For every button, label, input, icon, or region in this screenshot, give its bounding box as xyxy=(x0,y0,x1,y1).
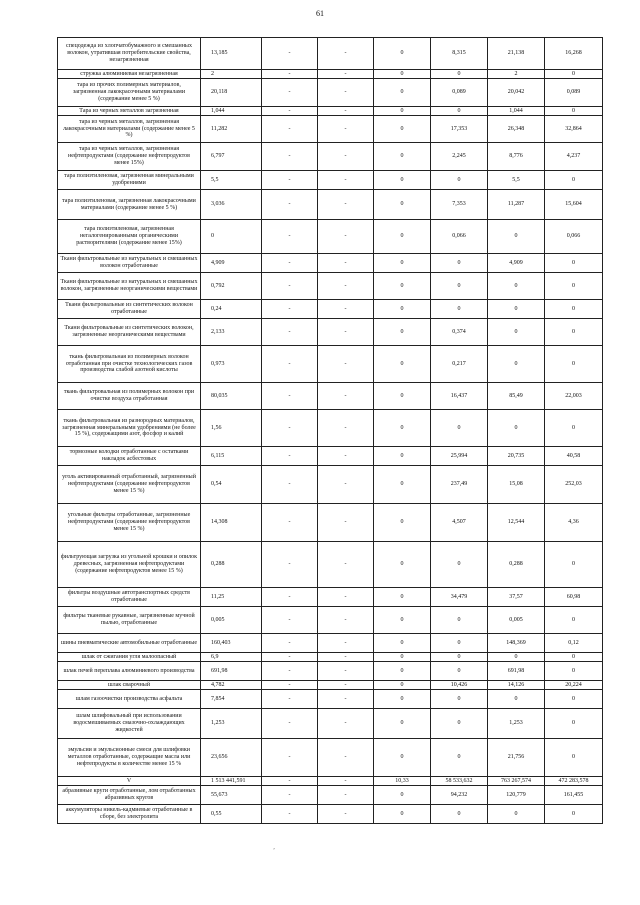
value-cell: 20,735 xyxy=(488,447,545,466)
value-cell: 0 xyxy=(545,690,603,709)
value-cell: - xyxy=(262,273,318,300)
value-cell: 0 xyxy=(488,410,545,447)
table-row xyxy=(58,607,603,634)
waste-name-cell: спецодежда из хлопчатобумажного и смешанных волокон, утратившая потребительские свойства, незагрязненная xyxy=(58,38,201,70)
value-cell: 0 xyxy=(545,805,603,824)
value-cell: 4,237 xyxy=(545,143,603,171)
value-cell: 120,779 xyxy=(488,786,545,805)
waste-name-cell: тара полиэтиленовая, загрязненная лакокрасочными материалами (содержание менее 5 %) xyxy=(58,190,201,220)
value-cell: 1,044 xyxy=(488,107,545,116)
value-cell: - xyxy=(318,410,374,447)
waste-name-cell: тара полиэтиленовая, загрязненная негалогенированными органическими растворителями (содержание менее 15%) xyxy=(58,220,201,254)
value-cell: 6,115 xyxy=(201,447,262,466)
value-cell: 0 xyxy=(488,690,545,709)
value-cell: 0 xyxy=(374,504,431,542)
value-cell: - xyxy=(262,709,318,739)
value-cell: 0 xyxy=(374,346,431,383)
value-cell: 0 xyxy=(545,739,603,777)
value-cell: - xyxy=(318,254,374,273)
value-cell: 691,98 xyxy=(201,662,262,681)
value-cell: 0 xyxy=(545,319,603,346)
value-cell: 15,08 xyxy=(488,466,545,504)
value-cell: 2,245 xyxy=(431,143,488,171)
value-cell: - xyxy=(262,466,318,504)
waste-name-cell: абразивные круги отработанные, лом отработанных абразивных кругов xyxy=(58,786,201,805)
value-cell: 0 xyxy=(545,346,603,383)
value-cell: 0 xyxy=(374,79,431,107)
value-cell: 4,507 xyxy=(431,504,488,542)
value-cell: 0 xyxy=(545,662,603,681)
value-cell: - xyxy=(262,504,318,542)
value-cell: 0 xyxy=(545,254,603,273)
table-row xyxy=(58,805,603,824)
table-row xyxy=(58,504,603,542)
value-cell: 0,089 xyxy=(545,79,603,107)
value-cell: 1,044 xyxy=(201,107,262,116)
table-row xyxy=(58,254,603,273)
value-cell: - xyxy=(262,70,318,79)
value-cell: - xyxy=(318,143,374,171)
value-cell: - xyxy=(318,777,374,786)
value-cell: 0 xyxy=(545,273,603,300)
value-cell: 0 xyxy=(374,681,431,690)
value-cell: 34,479 xyxy=(431,588,488,607)
value-cell: 252,03 xyxy=(545,466,603,504)
value-cell: 0 xyxy=(545,410,603,447)
waste-name-cell: Тара из черных металлов загрязненная xyxy=(58,107,201,116)
value-cell: - xyxy=(262,410,318,447)
value-cell: 16,437 xyxy=(431,383,488,410)
value-cell: 160,403 xyxy=(201,634,262,653)
value-cell: - xyxy=(318,273,374,300)
value-cell: 58 533,632 xyxy=(431,777,488,786)
value-cell: 0 xyxy=(374,70,431,79)
value-cell: 21,756 xyxy=(488,739,545,777)
value-cell: - xyxy=(262,786,318,805)
value-cell: 8,776 xyxy=(488,143,545,171)
value-cell: 0 xyxy=(374,171,431,190)
table-row xyxy=(58,38,603,70)
value-cell: - xyxy=(318,634,374,653)
waste-name-cell: стружка алюминиевая незагрязненная xyxy=(58,70,201,79)
value-cell: 7,854 xyxy=(201,690,262,709)
value-cell: 1,253 xyxy=(201,709,262,739)
value-cell: 0 xyxy=(431,171,488,190)
value-cell: 1,56 xyxy=(201,410,262,447)
table-row xyxy=(58,634,603,653)
value-cell: 0 xyxy=(488,319,545,346)
stamp-mark: ’ xyxy=(273,848,275,854)
value-cell: 4,782 xyxy=(201,681,262,690)
value-cell: 11,282 xyxy=(201,116,262,143)
value-cell: - xyxy=(262,447,318,466)
value-cell: 0,54 xyxy=(201,466,262,504)
waste-name-cell: шины пневматические автомобильные отработанные xyxy=(58,634,201,653)
value-cell: - xyxy=(318,300,374,319)
waste-name-cell: ткань фильтровальная из полимерных волокон отработанная при очистке технологических газов производства слабой азотной кислоты xyxy=(58,346,201,383)
waste-name-cell: шлак сварочный xyxy=(58,681,201,690)
waste-table xyxy=(57,37,603,824)
value-cell: 0,973 xyxy=(201,346,262,383)
value-cell: 0 xyxy=(431,607,488,634)
value-cell: 0,288 xyxy=(488,542,545,588)
value-cell: - xyxy=(318,709,374,739)
value-cell: 17,353 xyxy=(431,116,488,143)
value-cell: - xyxy=(318,38,374,70)
value-cell: 6,797 xyxy=(201,143,262,171)
value-cell: 763 267,574 xyxy=(488,777,545,786)
value-cell: 0 xyxy=(374,190,431,220)
table-row xyxy=(58,777,603,786)
value-cell: - xyxy=(318,70,374,79)
waste-name-cell: ткань фильтровальная из разнородных материалов, загрязненная минеральными удобрениями (не более 15 %), содержащими азот, фосфор и калий xyxy=(58,410,201,447)
value-cell: 0 xyxy=(374,653,431,662)
value-cell: 0 xyxy=(374,273,431,300)
value-cell: 11,25 xyxy=(201,588,262,607)
table-row xyxy=(58,273,603,300)
value-cell: 0 xyxy=(374,143,431,171)
table-row xyxy=(58,410,603,447)
value-cell: 0 xyxy=(488,346,545,383)
value-cell: - xyxy=(262,607,318,634)
value-cell: 8,315 xyxy=(431,38,488,70)
value-cell: 55,673 xyxy=(201,786,262,805)
waste-name-cell: Ткани фильтровальные из синтетических волокон, загрязненные неорганическими веществами xyxy=(58,319,201,346)
value-cell: 11,287 xyxy=(488,190,545,220)
value-cell: - xyxy=(262,300,318,319)
value-cell: - xyxy=(262,777,318,786)
table-row xyxy=(58,346,603,383)
value-cell: - xyxy=(318,805,374,824)
value-cell: 21,138 xyxy=(488,38,545,70)
value-cell: - xyxy=(318,681,374,690)
table-row xyxy=(58,383,603,410)
value-cell: - xyxy=(262,542,318,588)
value-cell: 0 xyxy=(545,607,603,634)
value-cell: 0 xyxy=(374,542,431,588)
value-cell: 0 xyxy=(374,634,431,653)
value-cell: 7,353 xyxy=(431,190,488,220)
value-cell: 0 xyxy=(374,466,431,504)
value-cell: - xyxy=(318,171,374,190)
waste-name-cell: тара полиэтиленовая, загрязненная минеральными удобрениями xyxy=(58,171,201,190)
value-cell: 0 xyxy=(431,690,488,709)
value-cell: - xyxy=(262,690,318,709)
value-cell: - xyxy=(318,542,374,588)
waste-name-cell: Ткани фильтровальные из натуральных и смешанных волокон отработанные xyxy=(58,254,201,273)
value-cell: - xyxy=(318,466,374,504)
waste-name-cell: шлам шлифовальный при использовании водосмешиваемых смазочно-охлаждающих жидкостей xyxy=(58,709,201,739)
value-cell: 0,24 xyxy=(201,300,262,319)
value-cell: 12,544 xyxy=(488,504,545,542)
value-cell: 0 xyxy=(545,653,603,662)
value-cell: - xyxy=(318,739,374,777)
value-cell: 0 xyxy=(374,447,431,466)
value-cell: - xyxy=(318,786,374,805)
value-cell: 0 xyxy=(374,739,431,777)
value-cell: 0 xyxy=(374,107,431,116)
value-cell: 0 xyxy=(374,588,431,607)
value-cell: - xyxy=(318,690,374,709)
value-cell: 85,49 xyxy=(488,383,545,410)
value-cell: 0 xyxy=(545,542,603,588)
table-row xyxy=(58,662,603,681)
value-cell: 32,864 xyxy=(545,116,603,143)
value-cell: 14,126 xyxy=(488,681,545,690)
value-cell: 20,118 xyxy=(201,79,262,107)
value-cell: 0 xyxy=(374,709,431,739)
waste-name-cell: эмульсии и эмульсионные смеси для шлифовки металлов отработанные, содержащие масла или нефтепродукты в количестве менее 15 % xyxy=(58,739,201,777)
waste-name-cell: V xyxy=(58,777,201,786)
value-cell: 0 xyxy=(374,805,431,824)
value-cell: 237,49 xyxy=(431,466,488,504)
value-cell: - xyxy=(262,190,318,220)
value-cell: - xyxy=(318,190,374,220)
value-cell: 0 xyxy=(374,690,431,709)
value-cell: - xyxy=(318,107,374,116)
value-cell: 0 xyxy=(374,116,431,143)
value-cell: 472 283,578 xyxy=(545,777,603,786)
value-cell: 6,9 xyxy=(201,653,262,662)
waste-name-cell: угольные фильтры отработанные, загрязненные нефтепродуктами (содержание нефтепродуктов менее 15 %) xyxy=(58,504,201,542)
value-cell: 0 xyxy=(374,220,431,254)
value-cell: 5,5 xyxy=(201,171,262,190)
waste-name-cell: тормозные колодки отработанные с остатками накладок асбестовых xyxy=(58,447,201,466)
value-cell: 10,426 xyxy=(431,681,488,690)
value-cell: 0 xyxy=(545,709,603,739)
table-row xyxy=(58,709,603,739)
waste-name-cell: шлак печей переплава алюминиевого производства xyxy=(58,662,201,681)
value-cell: 1,253 xyxy=(488,709,545,739)
value-cell: 0 xyxy=(431,653,488,662)
value-cell: 0,12 xyxy=(545,634,603,653)
value-cell: 0 xyxy=(431,739,488,777)
value-cell: 94,232 xyxy=(431,786,488,805)
value-cell: 0,005 xyxy=(488,607,545,634)
waste-name-cell: аккумуляторы никель-кадмиевые отработанные в сборе, без электролита xyxy=(58,805,201,824)
value-cell: 691,98 xyxy=(488,662,545,681)
value-cell: 2 xyxy=(201,70,262,79)
table-row xyxy=(58,220,603,254)
value-cell: 2,133 xyxy=(201,319,262,346)
value-cell: - xyxy=(262,38,318,70)
value-cell: 0,066 xyxy=(431,220,488,254)
waste-name-cell: ткань фильтровальная из полимерных волокон при очистке воздуха отработанная xyxy=(58,383,201,410)
value-cell: - xyxy=(318,220,374,254)
table-row xyxy=(58,300,603,319)
value-cell: - xyxy=(262,346,318,383)
value-cell: 148,369 xyxy=(488,634,545,653)
value-cell: 25,994 xyxy=(431,447,488,466)
value-cell: 0 xyxy=(488,653,545,662)
waste-name-cell: тара из черных металлов, загрязненная нефтепродуктами (содержание нефтепродуктов менее 15%) xyxy=(58,143,201,171)
value-cell: 0 xyxy=(431,273,488,300)
value-cell: 0 xyxy=(374,319,431,346)
value-cell: - xyxy=(262,107,318,116)
waste-name-cell: фильтрующая загрузка из угольной крошки и опилок древесных, загрязненная нефтепродуктами (содержание нефтепродуктов менее 15 %) xyxy=(58,542,201,588)
value-cell: 0,005 xyxy=(201,607,262,634)
value-cell: 0 xyxy=(488,220,545,254)
value-cell: - xyxy=(262,681,318,690)
value-cell: - xyxy=(318,504,374,542)
table-row xyxy=(58,681,603,690)
value-cell: - xyxy=(318,383,374,410)
value-cell: 0 xyxy=(545,300,603,319)
value-cell: 2 xyxy=(488,70,545,79)
value-cell: 3,036 xyxy=(201,190,262,220)
table-row xyxy=(58,190,603,220)
value-cell: - xyxy=(262,805,318,824)
waste-name-cell: уголь активированный отработанный, загрязненный нефтепродуктами (содержание нефтепродуктов менее 15 %) xyxy=(58,466,201,504)
value-cell: - xyxy=(262,143,318,171)
value-cell: - xyxy=(318,79,374,107)
value-cell: 13,185 xyxy=(201,38,262,70)
value-cell: 23,656 xyxy=(201,739,262,777)
value-cell: 5,5 xyxy=(488,171,545,190)
value-cell: - xyxy=(262,383,318,410)
value-cell: 0 xyxy=(545,171,603,190)
value-cell: 60,98 xyxy=(545,588,603,607)
value-cell: 0 xyxy=(545,70,603,79)
value-cell: 15,604 xyxy=(545,190,603,220)
value-cell: 0,089 xyxy=(431,79,488,107)
value-cell: - xyxy=(318,346,374,383)
value-cell: - xyxy=(262,171,318,190)
value-cell: - xyxy=(318,588,374,607)
table-row xyxy=(58,143,603,171)
value-cell: - xyxy=(262,319,318,346)
value-cell: 10,33 xyxy=(374,777,431,786)
value-cell: 0 xyxy=(431,254,488,273)
value-cell: 0,374 xyxy=(431,319,488,346)
value-cell: 4,909 xyxy=(488,254,545,273)
value-cell: 0 xyxy=(374,786,431,805)
value-cell: 20,042 xyxy=(488,79,545,107)
value-cell: 1 513 441,591 xyxy=(201,777,262,786)
value-cell: 20,224 xyxy=(545,681,603,690)
table-row xyxy=(58,588,603,607)
value-cell: - xyxy=(262,662,318,681)
value-cell: 0 xyxy=(488,300,545,319)
value-cell: 0 xyxy=(431,805,488,824)
value-cell: 4,909 xyxy=(201,254,262,273)
waste-name-cell: шлам газоочистки производства асфальта xyxy=(58,690,201,709)
value-cell: 0 xyxy=(431,70,488,79)
value-cell: 0,55 xyxy=(201,805,262,824)
waste-name-cell: шлак от сжигания угля малоопасный xyxy=(58,653,201,662)
value-cell: - xyxy=(318,319,374,346)
value-cell: - xyxy=(262,634,318,653)
value-cell: - xyxy=(318,607,374,634)
table-row xyxy=(58,653,603,662)
value-cell: 0 xyxy=(431,662,488,681)
value-cell: 0 xyxy=(374,410,431,447)
table-row xyxy=(58,466,603,504)
value-cell: - xyxy=(318,447,374,466)
value-cell: 0,066 xyxy=(545,220,603,254)
value-cell: 161,455 xyxy=(545,786,603,805)
waste-name-cell: Ткани фильтровальные из натуральных и смешанных волокон, загрязненные неорганическими веществами xyxy=(58,273,201,300)
value-cell: 4,36 xyxy=(545,504,603,542)
value-cell: 0 xyxy=(374,254,431,273)
value-cell: 16,268 xyxy=(545,38,603,70)
value-cell: - xyxy=(262,739,318,777)
value-cell: 0,288 xyxy=(201,542,262,588)
waste-name-cell: фильтры тканевые рукавные, загрязненные мучной пылью, отработанные xyxy=(58,607,201,634)
waste-name-cell: Ткани фильтровальные из синтетических волокон отработанные xyxy=(58,300,201,319)
waste-name-cell: тара из черных металлов, загрязненная лакокрасочными материалами (содержание менее 5 %) xyxy=(58,116,201,143)
value-cell: 0 xyxy=(431,410,488,447)
value-cell: 0,792 xyxy=(201,273,262,300)
value-cell: 40,58 xyxy=(545,447,603,466)
value-cell: 0 xyxy=(431,634,488,653)
value-cell: 0 xyxy=(545,107,603,116)
value-cell: 0 xyxy=(431,107,488,116)
value-cell: 0 xyxy=(431,709,488,739)
value-cell: 0 xyxy=(374,38,431,70)
value-cell: 0 xyxy=(431,542,488,588)
table-row xyxy=(58,171,603,190)
table-row xyxy=(58,739,603,777)
value-cell: 0 xyxy=(431,300,488,319)
page-number: 61 xyxy=(316,9,324,18)
waste-name-cell: тара из прочих полимерных материалов, загрязненная лакокрасочными материалами (содержание менее 5 %) xyxy=(58,79,201,107)
waste-name-cell: фильтры воздушные автотранспортных средств отработанные xyxy=(58,588,201,607)
value-cell: 37,57 xyxy=(488,588,545,607)
value-cell: 0,217 xyxy=(431,346,488,383)
value-cell: - xyxy=(262,220,318,254)
value-cell: 14,308 xyxy=(201,504,262,542)
value-cell: 80,035 xyxy=(201,383,262,410)
table-row xyxy=(58,79,603,107)
value-cell: 0 xyxy=(488,273,545,300)
value-cell: 0 xyxy=(374,662,431,681)
table-row xyxy=(58,107,603,116)
value-cell: 22,003 xyxy=(545,383,603,410)
value-cell: 26,348 xyxy=(488,116,545,143)
value-cell: 0 xyxy=(201,220,262,254)
value-cell: - xyxy=(318,653,374,662)
value-cell: 0 xyxy=(374,607,431,634)
table-row xyxy=(58,319,603,346)
value-cell: - xyxy=(262,254,318,273)
table-row xyxy=(58,447,603,466)
value-cell: - xyxy=(318,662,374,681)
table-row xyxy=(58,786,603,805)
value-cell: 0 xyxy=(374,383,431,410)
table-row xyxy=(58,690,603,709)
table-row xyxy=(58,116,603,143)
table-row xyxy=(58,542,603,588)
value-cell: - xyxy=(318,116,374,143)
value-cell: - xyxy=(262,116,318,143)
value-cell: 0 xyxy=(374,300,431,319)
table-body xyxy=(58,38,603,824)
value-cell: 0 xyxy=(488,805,545,824)
table-row xyxy=(58,70,603,79)
value-cell: - xyxy=(262,79,318,107)
value-cell: - xyxy=(262,653,318,662)
value-cell: - xyxy=(262,588,318,607)
